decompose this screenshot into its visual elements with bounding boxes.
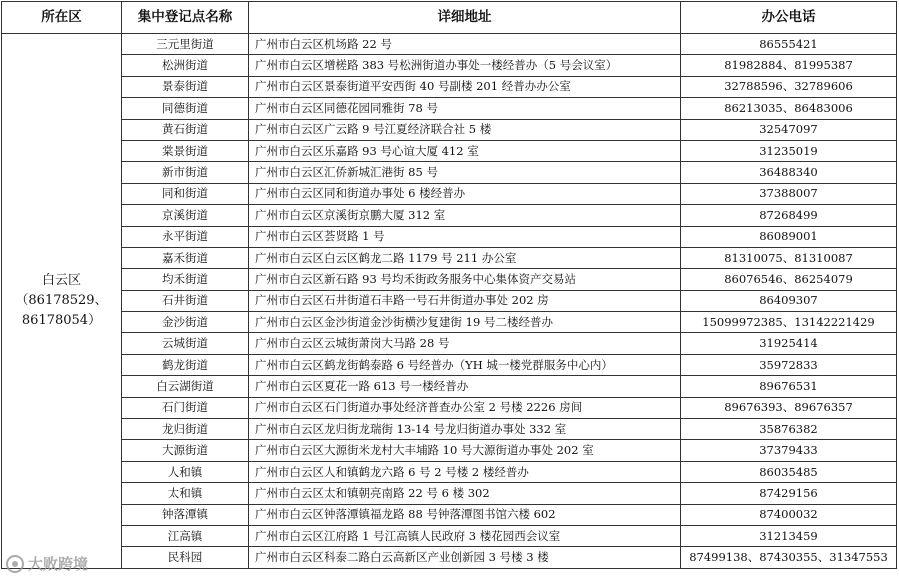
address-cell: 广州市白云区同和街道办事处 6 楼经普办: [249, 183, 681, 204]
point-name-cell: 人和镇: [122, 461, 249, 482]
phone-cell: 87429156: [681, 483, 897, 504]
table-row: [2, 354, 897, 375]
address-cell: 广州市白云区增槎路 383 号松洲街道办事处一楼经普办（5 号会议室）: [249, 55, 681, 76]
table-row: [2, 98, 897, 119]
table-row: [2, 183, 897, 204]
address-cell: 广州市白云区机场路 22 号: [249, 34, 681, 55]
address-cell: 广州市白云区云城街萧岗大马路 28 号: [249, 333, 681, 354]
phone-cell: 35972833: [681, 354, 897, 375]
address-cell: 广州市白云区新石路 93 号均禾街政务服务中心集体资产交易站: [249, 269, 681, 290]
district-cell: [2, 34, 122, 569]
table-row: [2, 397, 897, 418]
point-name-cell: 京溪街道: [122, 205, 249, 226]
watermark: [6, 553, 88, 574]
phone-cell: 37388007: [681, 183, 897, 204]
phone-cell: 89676393、89676357: [681, 397, 897, 418]
table-row: [2, 483, 897, 504]
table-row: [2, 119, 897, 140]
header-point-name: 集中登记点名称: [122, 2, 249, 34]
table-row: [2, 76, 897, 97]
table-row: [2, 290, 897, 311]
phone-cell: 87400032: [681, 504, 897, 525]
point-name-cell: 均禾街道: [122, 269, 249, 290]
address-cell: 广州市白云区白云区鹤龙二路 1179 号 211 办公室: [249, 247, 681, 268]
table-row: [2, 333, 897, 354]
point-name-cell: 新市街道: [122, 162, 249, 183]
table-row: [2, 140, 897, 161]
watermark-text: 大败跨境: [28, 555, 89, 573]
point-name-cell: 同德街道: [122, 98, 249, 119]
table-row: [2, 440, 897, 461]
district-name: 白云区: [41, 272, 81, 288]
point-name-cell: 龙归街道: [122, 419, 249, 440]
point-name-cell: 嘉禾街道: [122, 247, 249, 268]
address-cell: 广州市白云区江府路 1 号江高镇人民政府 3 楼花园西会议室: [249, 525, 681, 546]
point-name-cell: 同和街道: [122, 183, 249, 204]
point-name-cell: 石井街道: [122, 290, 249, 311]
point-name-cell: 云城街道: [122, 333, 249, 354]
phone-cell: 81982884、81995387: [681, 55, 897, 76]
table-row: [2, 205, 897, 226]
phone-cell: 81310075、81310087: [681, 247, 897, 268]
district-phones: （86178529、86178054）: [15, 292, 108, 328]
table-row: [2, 55, 897, 76]
header-phone: 办公电话: [681, 2, 897, 34]
point-name-cell: 黄石街道: [122, 119, 249, 140]
point-name-cell: 大源街道: [122, 440, 249, 461]
address-cell: 广州市白云区石井街道石丰路一号石井街道办事处 202 房: [249, 290, 681, 311]
point-name-cell: 太和镇: [122, 483, 249, 504]
address-cell: 广州市白云区广云路 9 号江夏经济联合社 5 楼: [249, 119, 681, 140]
address-cell: 广州市白云区科泰二路白云高新区产业创新园 3 号楼 3 楼: [249, 547, 681, 568]
table-row: [2, 419, 897, 440]
table-row: [2, 247, 897, 268]
phone-cell: 31925414: [681, 333, 897, 354]
address-cell: 广州市白云区荟贤路 1 号: [249, 226, 681, 247]
phone-cell: 15099972385、13142221429: [681, 312, 897, 333]
table-body: [2, 34, 897, 569]
phone-cell: 32547097: [681, 119, 897, 140]
address-cell: 广州市白云区乐嘉路 93 号心谊大厦 412 室: [249, 140, 681, 161]
point-name-cell: 永平街道: [122, 226, 249, 247]
registration-table: [1, 1, 897, 569]
phone-cell: 31235019: [681, 140, 897, 161]
address-cell: 广州市白云区钟落潭镇福龙路 88 号钟落潭图书馆六楼 602: [249, 504, 681, 525]
point-name-cell: 松洲街道: [122, 55, 249, 76]
phone-cell: 86035485: [681, 461, 897, 482]
address-cell: 广州市白云区人和镇鹤龙六路 6 号 2 号楼 2 楼经普办: [249, 461, 681, 482]
header-address: 详细地址: [249, 2, 681, 34]
address-cell: 广州市白云区大源街米龙村大丰埔路 10 号大源街道办事处 202 室: [249, 440, 681, 461]
address-cell: 广州市白云区龙归街龙瑞街 13-14 号龙归街道办事处 332 室: [249, 419, 681, 440]
address-cell: 广州市白云区京溪街京鹏大厦 312 室: [249, 205, 681, 226]
table-row: [2, 162, 897, 183]
phone-cell: 31213459: [681, 525, 897, 546]
phone-cell: 86409307: [681, 290, 897, 311]
phone-cell: 86213035、86483006: [681, 98, 897, 119]
address-cell: 广州市白云区汇侨新城汇港街 85 号: [249, 162, 681, 183]
point-name-cell: 钟落潭镇: [122, 504, 249, 525]
table-row: [2, 547, 897, 568]
table-header-row: [2, 2, 897, 34]
table-row: [2, 504, 897, 525]
table-row: [2, 376, 897, 397]
table-row: [2, 525, 897, 546]
address-cell: 广州市白云区太和镇朝亮南路 22 号 6 楼 302: [249, 483, 681, 504]
address-cell: 广州市白云区石门街道办事处经济普查办公室 2 号楼 2226 房间: [249, 397, 681, 418]
phone-cell: 89676531: [681, 376, 897, 397]
phone-cell: 87268499: [681, 205, 897, 226]
phone-cell: 37379433: [681, 440, 897, 461]
phone-cell: 86076546、86254079: [681, 269, 897, 290]
address-cell: 广州市白云区夏花一路 613 号一楼经普办: [249, 376, 681, 397]
phone-cell: 87499138、87430355、31347553: [681, 547, 897, 568]
point-name-cell: 石门街道: [122, 397, 249, 418]
point-name-cell: 白云湖街道: [122, 376, 249, 397]
address-cell: 广州市白云区金沙街道金沙街横沙复建街 19 号二楼经普办: [249, 312, 681, 333]
address-cell: 广州市白云区景泰街道平安西街 40 号副楼 201 经普办办公室: [249, 76, 681, 97]
phone-cell: 32788596、32789606: [681, 76, 897, 97]
address-cell: 广州市白云区鹤龙街鹤泰路 6 号经普办（YH 城一楼党群服务中心内）: [249, 354, 681, 375]
header-district: 所在区: [2, 2, 122, 34]
table-row: [2, 34, 897, 55]
address-cell: 广州市白云区同德花园同雅街 78 号: [249, 98, 681, 119]
point-name-cell: 江高镇: [122, 525, 249, 546]
point-name-cell: 三元里街道: [122, 34, 249, 55]
phone-cell: 36488340: [681, 162, 897, 183]
watermark-logo-icon: [6, 555, 24, 573]
phone-cell: 35876382: [681, 419, 897, 440]
table-row: [2, 226, 897, 247]
table-row: [2, 461, 897, 482]
phone-cell: 86555421: [681, 34, 897, 55]
table-row: [2, 269, 897, 290]
point-name-cell: 棠景街道: [122, 140, 249, 161]
point-name-cell: 金沙街道: [122, 312, 249, 333]
point-name-cell: 民科园: [122, 547, 249, 568]
point-name-cell: 景泰街道: [122, 76, 249, 97]
table-row: [2, 312, 897, 333]
phone-cell: 86089001: [681, 226, 897, 247]
point-name-cell: 鹤龙街道: [122, 354, 249, 375]
